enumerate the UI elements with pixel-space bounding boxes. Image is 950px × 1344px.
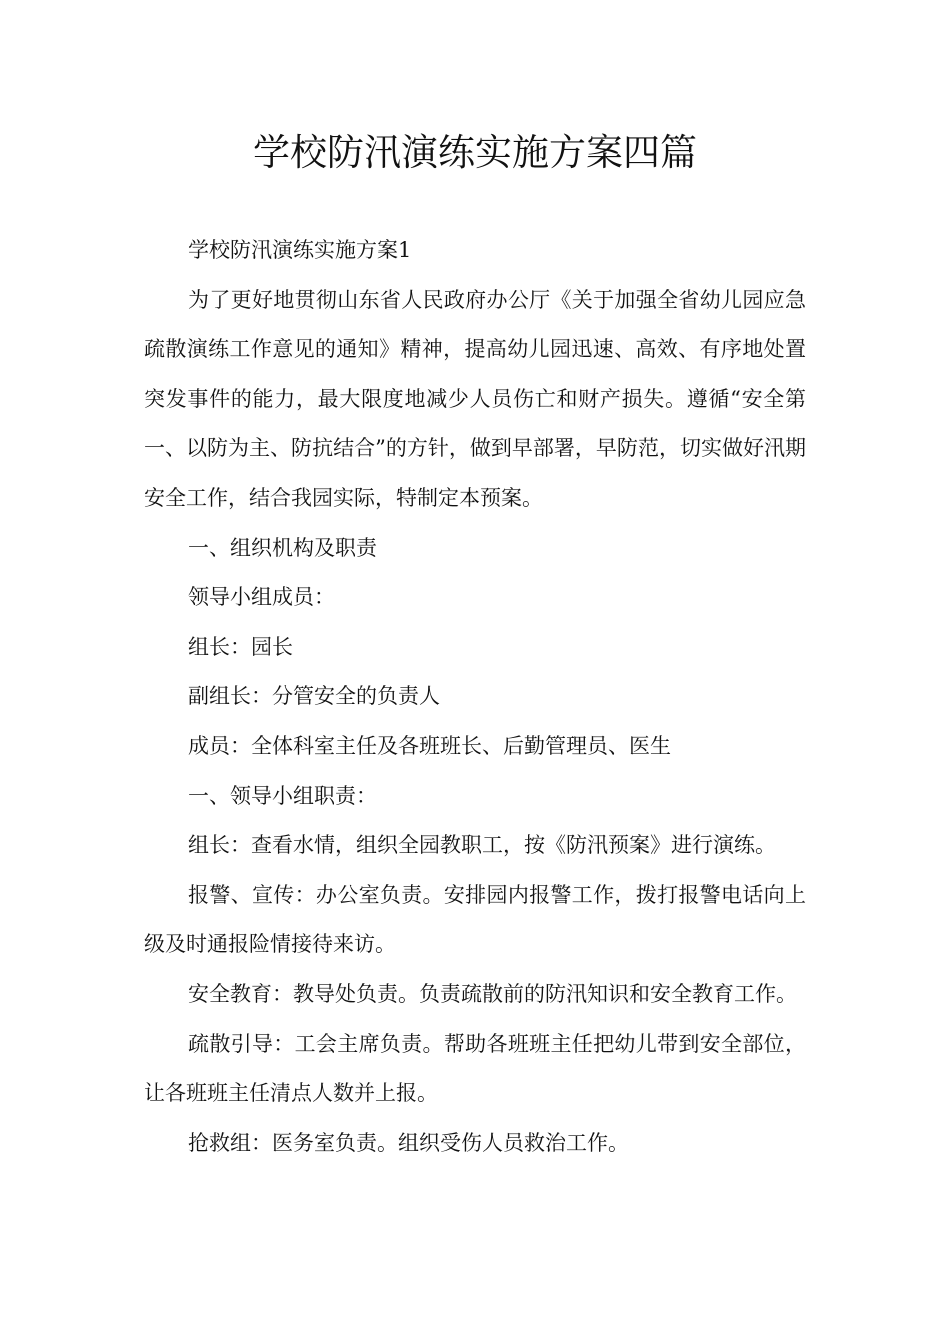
document-title: 学校防汛演练实施方案四篇 (253, 131, 697, 174)
paragraph-plan-heading: 学校防汛演练实施方案1 (188, 238, 412, 262)
paragraph-members: 成员：全体科室主任及各班班长、后勤管理员、医生 (188, 733, 671, 758)
paragraph-duty-evacuation: 疏散引导：工会主席负责。帮助各班班主任把幼儿带到安全部位，让各班班主任清点人数并上报。 (144, 1031, 806, 1106)
paragraph-leader-group: 领导小组成员： (188, 585, 335, 610)
paragraph-section-org: 一、组织机构及职责 (188, 535, 377, 560)
paragraph-deputy-leader: 副组长：分管安全的负责人 (188, 684, 440, 709)
paragraph-intro: 为了更好地贯彻山东省人民政府办公厅《关于加强全省幼儿园应急疏散演练工作意见的通知》精神，提高幼儿园迅速、高效、有序地处置突发事件的能力，最大限度地减少人员伤亡和财产损失。遵循“安全第一、以防为主、防抗结合”的方针，做到早部署，早防范，切实做好汛期安全工作，结合我园实际，特制定本预案。 (144, 287, 806, 510)
paragraph-group-leader: 组长：园长 (188, 634, 293, 659)
paragraph-duty-leader: 组长：查看水情，组织全园教职工，按《防汛预案》进行演练。 (188, 833, 776, 858)
document-body (144, 226, 806, 1168)
paragraph-duty-alarm: 报警、宣传：办公室负责。安排园内报警工作，拨打报警电话向上级及时通报险情接待来访。 (144, 882, 806, 957)
paragraph-duty-rescue: 抢救组：医务室负责。组织受伤人员救治工作。 (188, 1130, 629, 1155)
paragraph-section-duties: 一、领导小组职责： (188, 783, 377, 808)
paragraph-duty-education: 安全教育：教导处负责。负责疏散前的防汛知识和安全教育工作。 (188, 981, 797, 1006)
